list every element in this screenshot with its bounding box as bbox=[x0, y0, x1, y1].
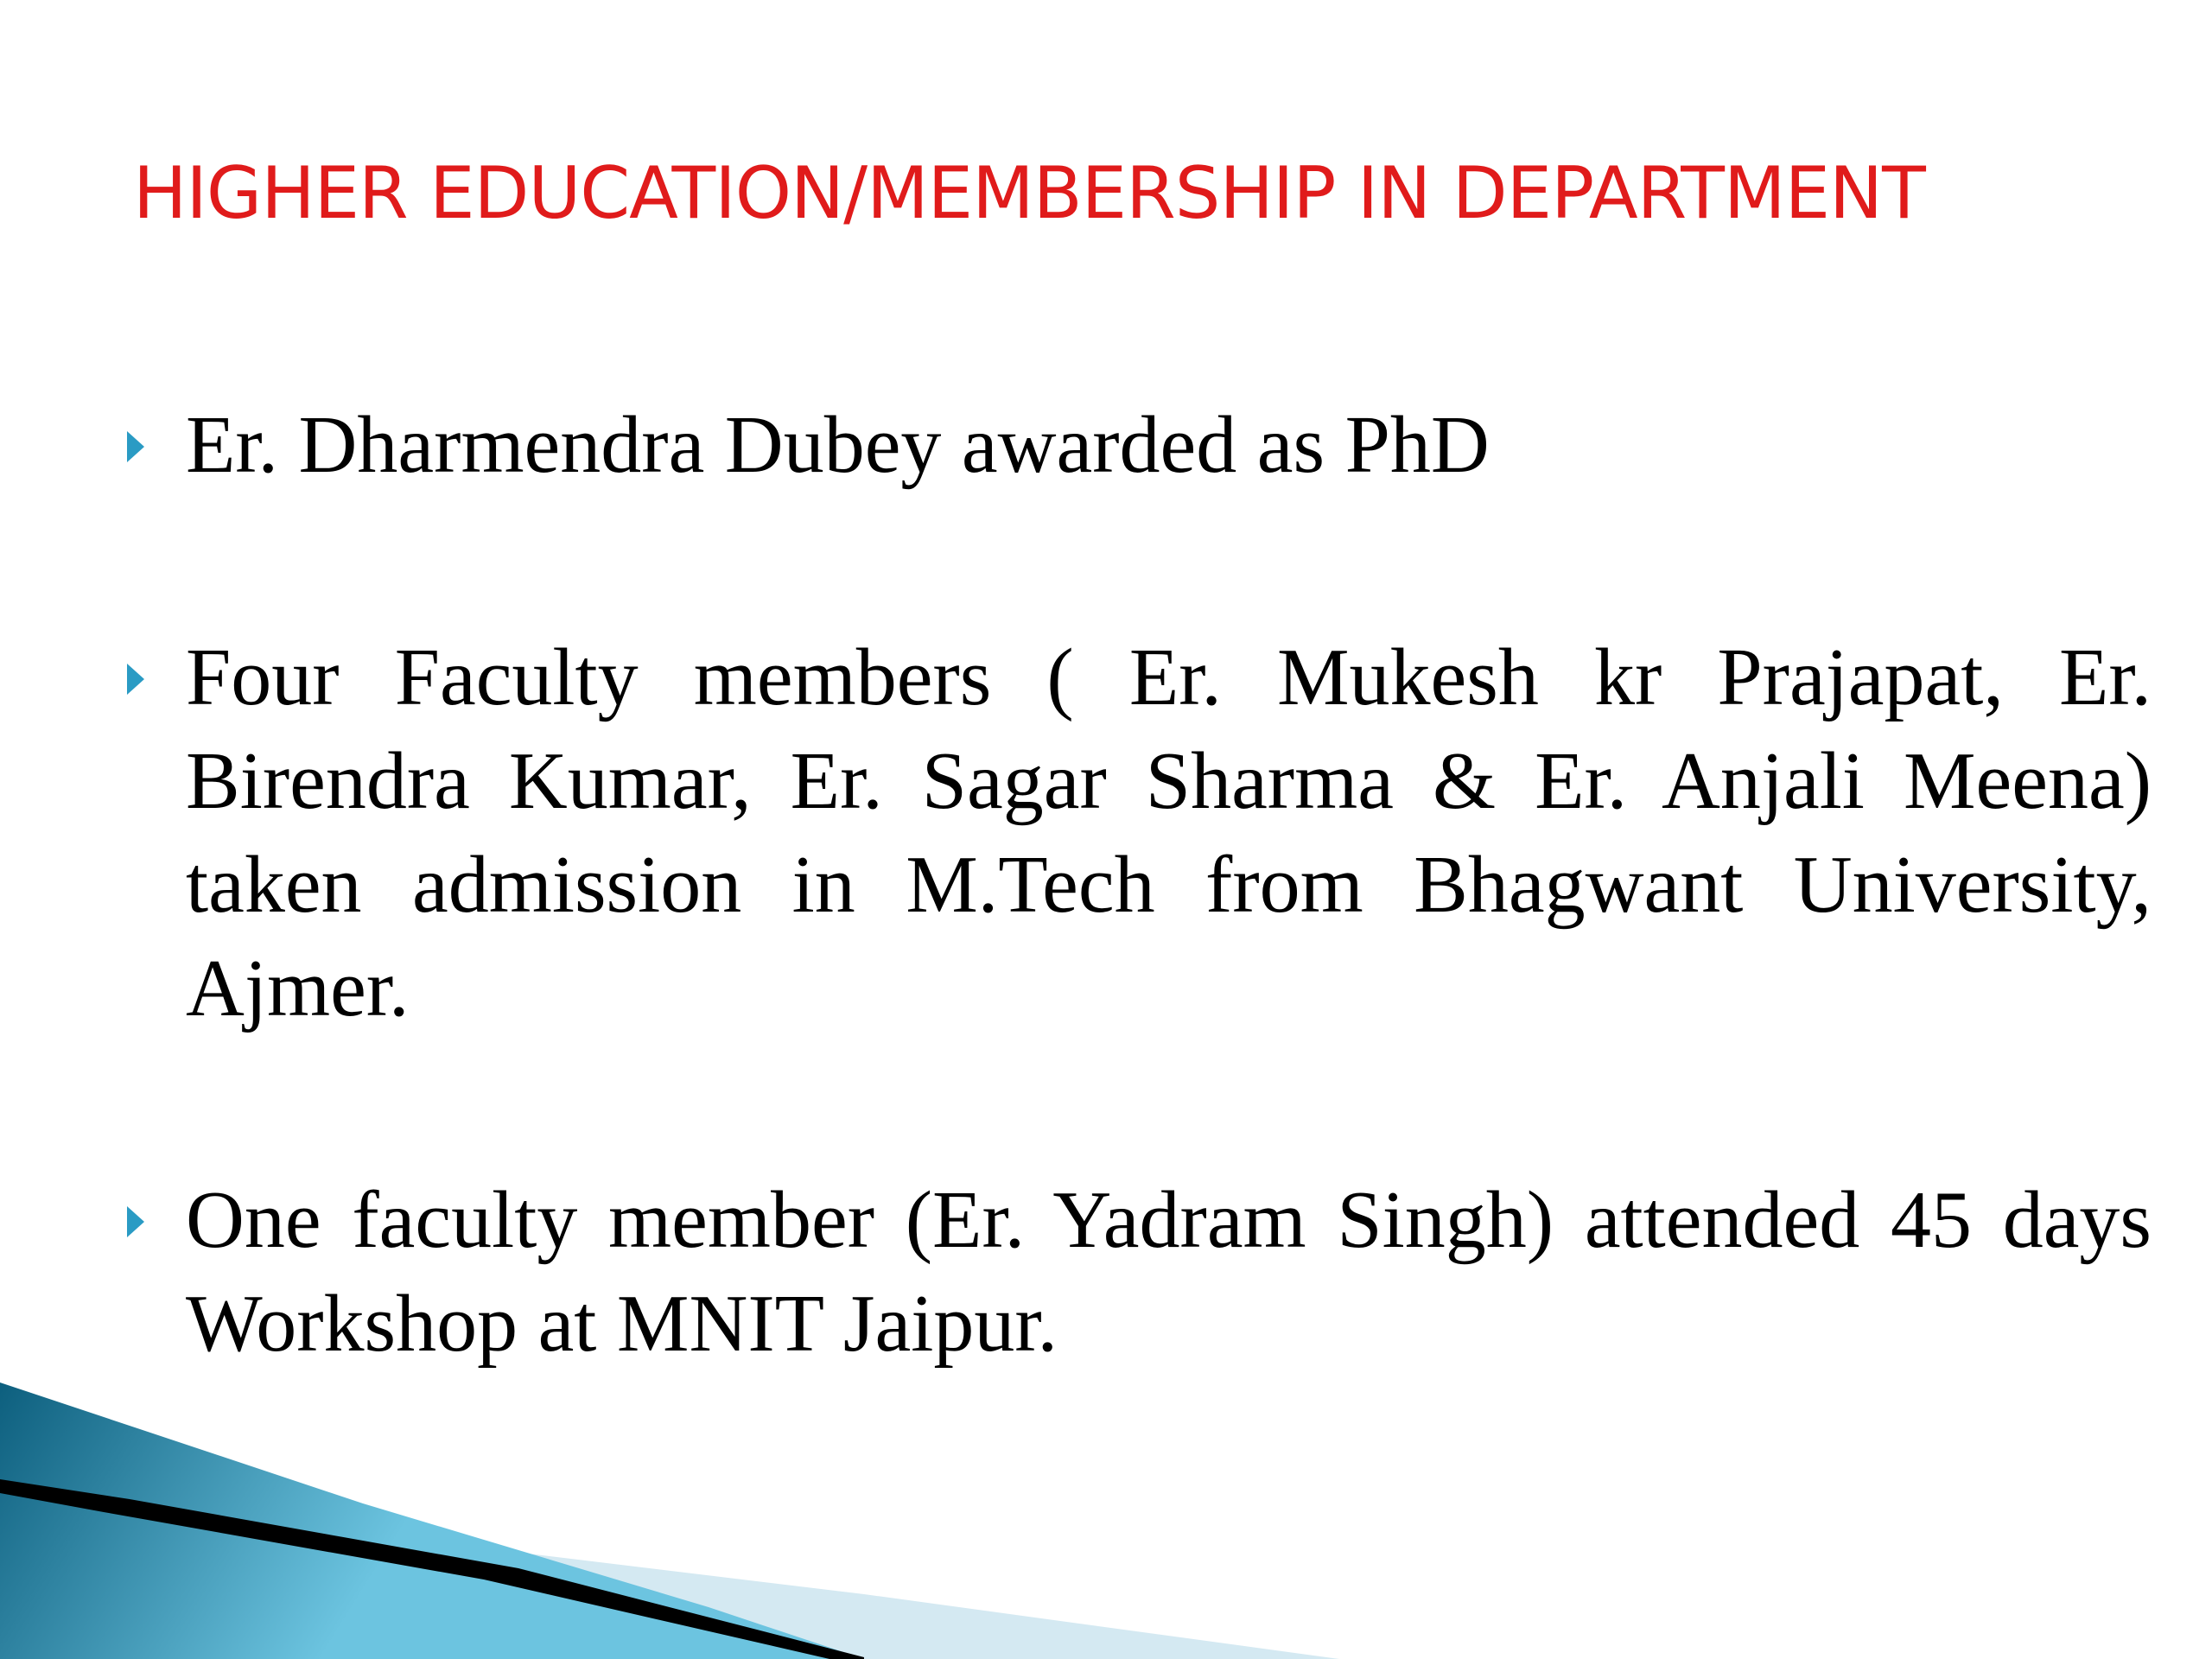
corner-swoosh-decoration bbox=[0, 1382, 2212, 1659]
bullet-text: One faculty member (Er. Yadram Singh) attended 45 days Workshop at MNIT Jaipur. bbox=[186, 1175, 2152, 1369]
triangle-bullet-icon bbox=[125, 429, 146, 464]
teal-gradient-band bbox=[0, 1382, 864, 1659]
bullet-text: Er. Dharmendra Dubey awarded as PhD bbox=[186, 400, 1490, 490]
triangle-bullet-icon bbox=[125, 662, 146, 696]
slide-title: HIGHER EDUCATION/MEMBERSHIP IN DEPARTMENT bbox=[133, 151, 1925, 235]
bullet-text: Four Faculty members ( Er. Mukesh kr Prajapat, Er. Birendra Kumar, Er. Sagar Sharma & Er. Anjali Meena) taken admission in M.Tech from Bhagwant University, Ajmer. bbox=[186, 632, 2152, 1033]
triangle-bullet-icon bbox=[125, 1205, 146, 1239]
